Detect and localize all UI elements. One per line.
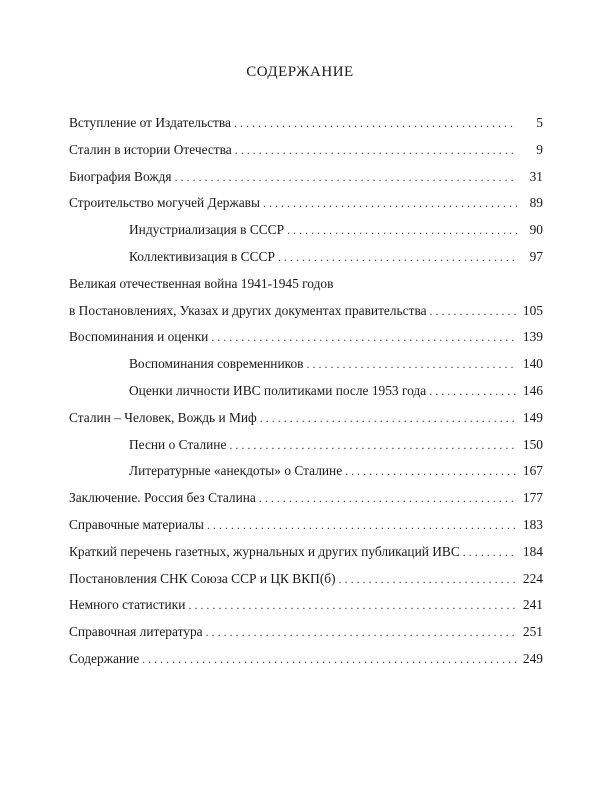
toc-entry-title: Содержание — [69, 650, 140, 666]
toc-entry-title: Оценки личности ИВС политиками после 1953 года — [129, 382, 427, 398]
toc-entry-page: 90 — [529, 222, 543, 238]
toc-entry — [69, 515, 543, 542]
toc-entry — [69, 301, 543, 328]
toc-entry-title: Сталин – Человек, Вождь и Миф — [69, 409, 257, 425]
toc-entry-title: Немного статистики — [69, 597, 186, 613]
toc-entry-page: 177 — [522, 490, 543, 506]
dot-leader — [278, 247, 517, 267]
toc-entry-title: Вступление от Издательства — [69, 115, 231, 130]
toc-entry-page: 249 — [522, 650, 543, 666]
dot-leader — [339, 569, 517, 589]
toc-entry-page: 89 — [529, 195, 543, 211]
toc-entry-title: Литературные «анекдоты» о Сталине — [129, 463, 343, 479]
toc-entry-title: Краткий перечень газетных, журнальных и других публикаций ИВС — [69, 543, 460, 559]
dot-leader — [234, 113, 517, 133]
toc-entry-title: Коллективизация в СССР — [129, 248, 275, 264]
toc-entry-page: 31 — [529, 168, 543, 184]
toc-entry-page: 183 — [522, 516, 543, 532]
toc-subentry — [69, 461, 543, 488]
toc-entry — [69, 408, 543, 435]
dot-leader — [345, 461, 517, 481]
toc-entry — [69, 193, 543, 220]
dot-leader — [229, 435, 517, 455]
dot-leader — [188, 595, 517, 615]
toc-entry-page: 251 — [522, 624, 543, 640]
toc-entry-title: Биография Вождя — [69, 168, 172, 184]
toc-entry-title: Воспоминания и оценки — [69, 329, 209, 345]
page-title: СОДЕРЖАНИЕ — [246, 64, 354, 80]
toc-entry-page: 224 — [522, 570, 543, 586]
toc-entry — [69, 542, 543, 569]
toc-entry-title: Индустриализация в СССР — [129, 222, 285, 238]
toc-entry-title: Справочная литература — [69, 624, 203, 640]
dot-leader — [463, 542, 517, 562]
toc-entry — [69, 649, 543, 676]
dot-leader — [206, 622, 517, 642]
toc-entry-page: 105 — [522, 302, 543, 318]
dot-leader — [306, 354, 517, 374]
toc-entry-title: Заключение. Россия без Сталина — [69, 490, 256, 506]
dot-leader — [142, 649, 517, 669]
toc-entry-page: 140 — [522, 356, 543, 372]
toc-entry-page: 241 — [522, 597, 543, 613]
toc-entry-page: 184 — [522, 543, 543, 559]
toc-subentry — [69, 247, 543, 274]
toc-entry — [69, 488, 543, 515]
dot-leader — [207, 515, 517, 535]
dot-leader — [259, 488, 517, 508]
dot-leader — [235, 140, 517, 160]
toc-entry-title: Воспоминания современников — [129, 356, 304, 372]
dot-leader — [429, 381, 517, 401]
toc-entry — [69, 274, 543, 301]
toc-entry — [69, 167, 543, 194]
toc-entry-title: в Постановлениях, Указах и других документах правительства — [69, 302, 427, 318]
toc-subentry — [69, 381, 543, 408]
dot-leader — [263, 193, 517, 213]
toc-entry — [69, 140, 543, 167]
dot-leader — [175, 167, 517, 187]
toc-entry — [69, 327, 543, 354]
toc-subentry — [69, 220, 543, 247]
toc-entry-title: Постановления СНК Союза ССР и ЦК ВКП(б) — [69, 570, 336, 586]
toc-entry-page: 146 — [522, 382, 543, 398]
toc-entry-title: Песни о Сталине — [129, 436, 227, 452]
toc-entry-page: 149 — [522, 409, 543, 425]
toc-entry — [69, 113, 543, 140]
dot-leader — [430, 301, 517, 321]
table-of-contents — [69, 113, 543, 676]
toc-entry-page: 5 — [536, 115, 543, 130]
toc-entry — [69, 622, 543, 649]
toc-subentry — [69, 354, 543, 381]
toc-entry-page: 150 — [522, 436, 543, 452]
toc-entry-page: 97 — [529, 248, 543, 264]
toc-entry-page: 9 — [536, 141, 543, 157]
toc-entry — [69, 569, 543, 596]
toc-subentry — [69, 435, 543, 462]
dot-leader — [287, 220, 517, 240]
toc-entry-title: Великая отечественная война 1941-1945 годов — [69, 275, 334, 291]
dot-leader — [211, 327, 517, 347]
toc-entry-page: 167 — [522, 463, 543, 479]
toc-entry-title: Строительство могучей Державы — [69, 195, 260, 211]
toc-entry-title: Сталин в истории Отечества — [69, 141, 232, 157]
toc-entry — [69, 595, 543, 622]
toc-entry-page: 139 — [522, 329, 543, 345]
toc-entry-title: Справочные материалы — [69, 516, 204, 532]
dot-leader — [260, 408, 517, 428]
